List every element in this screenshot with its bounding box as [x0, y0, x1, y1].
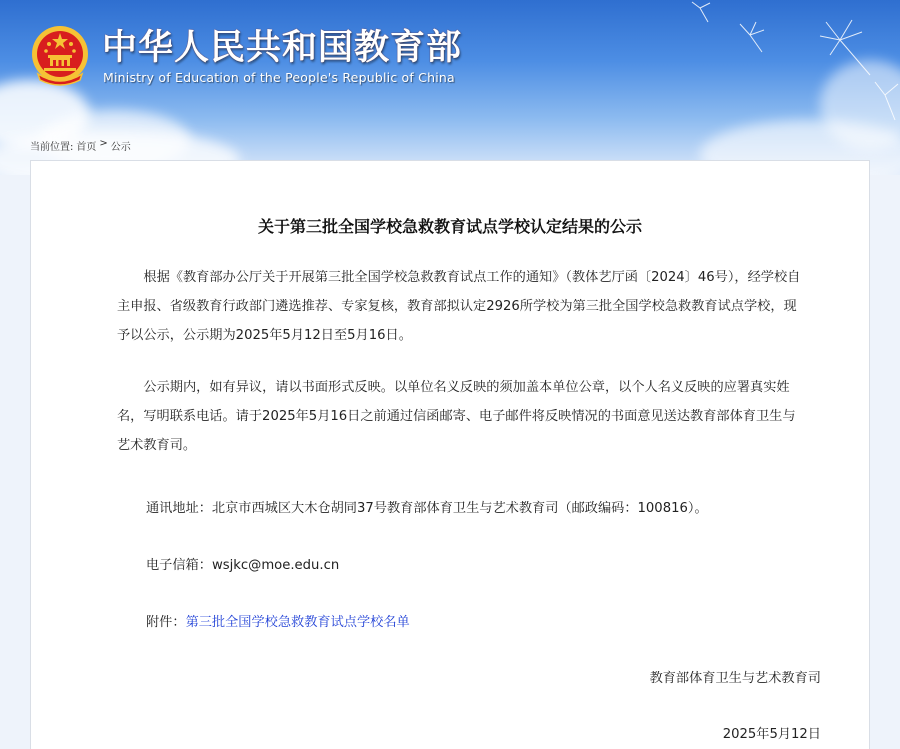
notice-title: 关于第三批全国学校急救教育试点学校认定结果的公示	[257, 217, 642, 236]
mailing-address: 通讯地址：北京市西城区大木仓胡同37号教育部体育卫生与艺术教育司（邮政编码：100816）。	[146, 501, 708, 516]
breadcrumb-prefix: 当前位置:	[30, 142, 74, 153]
breadcrumb-separator: >	[99, 138, 108, 149]
email-label: 电子信箱：	[146, 558, 212, 573]
site-title: 中华人民共和国教育部	[102, 28, 463, 68]
breadcrumb-home-link[interactable]: 首页	[76, 142, 97, 153]
email-line	[146, 554, 339, 573]
signature: 教育部体育卫生与艺术教育司	[649, 671, 821, 686]
notice-card	[30, 160, 870, 749]
attachment-link[interactable]: 第三批全国学校急救教育试点学校名单	[185, 615, 410, 630]
notice-paragraph-2: 公示期内，如有异议，请以书面形式反映。以单位名义反映的须加盖本单位公章，以个人名义反映的应署真实姓名，写明联系电话。请于2025年5月16日之前通过信函邮寄、电子邮件将反映情况的书面意见送达教育部体育卫生与艺术教育司。	[117, 380, 796, 453]
breadcrumb-current-link[interactable]: 公示	[110, 142, 131, 153]
notice-paragraph-1: 根据《教育部办公厅关于开展第三批全国学校急救教育试点工作的通知》（教体艺厅函〔2024〕46号），经学校自主申报、省级教育行政部门遴选推荐、专家复核，教育部拟认定2926所学校为第三批全国学校急救教育试点学校，现予以公示，公示期为2025年5月12日至5月16日。	[117, 270, 801, 343]
site-subtitle: Ministry of Education of the People's Republic of China	[103, 70, 455, 85]
attachment-label: 附件：	[146, 615, 186, 630]
header-banner	[0, 0, 900, 175]
email-link[interactable]: wsjkc@moe.edu.cn	[211, 558, 340, 573]
notice-date: 2025年5月12日	[722, 727, 821, 742]
attachment-line	[146, 611, 410, 630]
dandelion-decoration	[640, 0, 900, 140]
national-emblem-icon	[30, 24, 90, 86]
breadcrumb	[30, 138, 131, 153]
